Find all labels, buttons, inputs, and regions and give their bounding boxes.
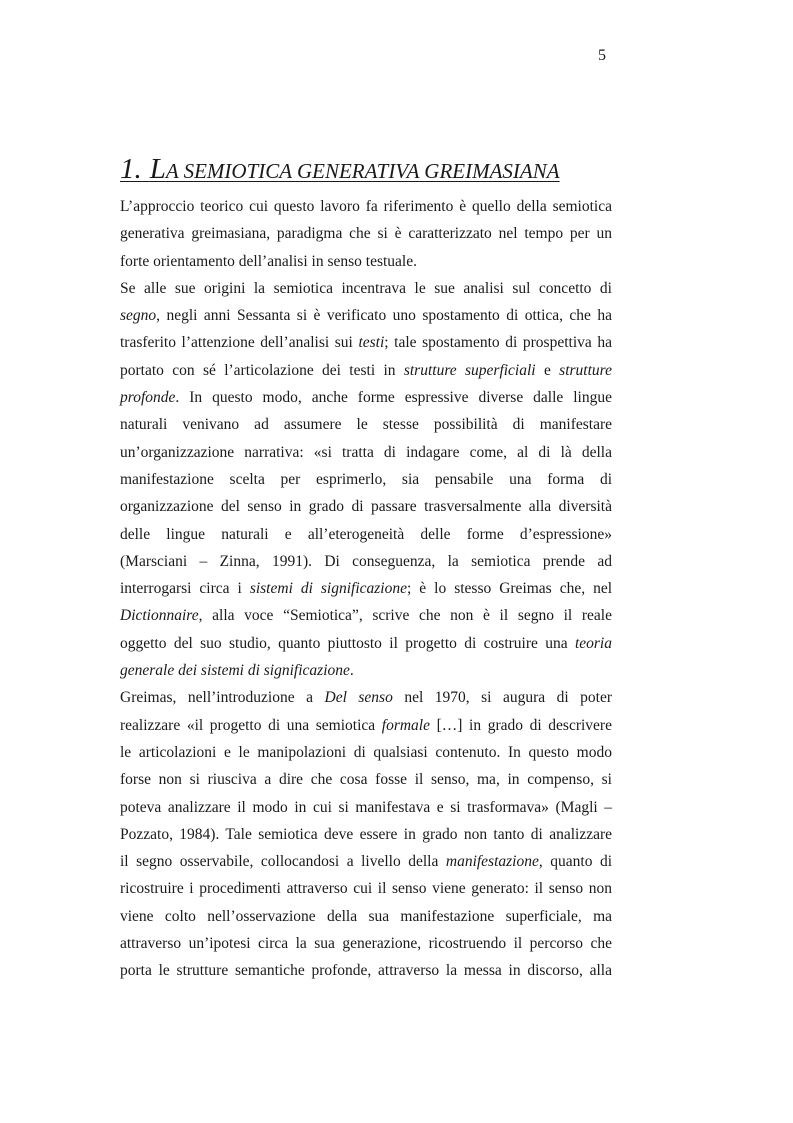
italic-text: profonde	[120, 389, 176, 407]
text-segment: delle lingue naturali e all’eterogeneità delle forme d’espressione»	[120, 525, 612, 543]
text-line	[120, 220, 612, 247]
italic-text: strutture	[559, 361, 612, 379]
text-segment: trasferito l’attenzione dell’analisi sui	[120, 334, 359, 352]
text-line	[120, 548, 612, 575]
text-segment: ricostruire i procedimenti attraverso cui il senso viene generato: il senso non	[120, 880, 612, 898]
text-line	[120, 275, 612, 302]
italic-text: sistemi di significazione	[249, 580, 407, 598]
text-line	[120, 848, 612, 875]
italic-text: manifestazione	[445, 853, 539, 871]
text-segment: . In questo modo, anche forme espressive diverse dalle lingue	[175, 389, 612, 407]
text-segment: ; tale spostamento di prospettiva ha	[384, 334, 612, 352]
text-line	[120, 794, 612, 821]
text-line	[120, 384, 612, 411]
chapter-title	[120, 150, 560, 188]
text-segment: e	[535, 361, 560, 379]
text-line	[120, 739, 612, 766]
text-line	[120, 357, 612, 384]
text-segment: realizzare «il progetto di una semiotica	[120, 716, 382, 734]
text-segment: un’organizzazione narrativa: «si tratta di indagare come, al di là della	[120, 443, 612, 461]
text-segment: […] in grado di descrivere	[429, 716, 612, 734]
text-line	[120, 957, 612, 984]
text-segment: porta le strutture semantiche profonde, attraverso la messa in discorso, alla	[120, 962, 612, 980]
text-line	[120, 411, 612, 438]
text-segment: organizzazione del senso in grado di passare trasversalmente alla diversità	[120, 498, 612, 516]
text-line	[120, 903, 612, 930]
text-segment: Se alle sue origini la semiotica incentrava le sue analisi sul concetto di	[120, 279, 612, 297]
text-segment: , alla voce “Semiotica”, scrive che non è il segno il reale	[198, 607, 612, 625]
paragraph	[120, 193, 612, 275]
text-segment: , negli anni Sessanta si è verificato uno spostamento di ottica, che ha	[156, 307, 612, 325]
text-segment: forte orientamento dell’analisi in senso testuale.	[120, 252, 417, 270]
italic-text: Del senso	[324, 689, 393, 707]
chapter-title-rest: A SEMIOTICA GENERATIVA GREIMASIANA	[165, 159, 560, 183]
text-line	[120, 193, 612, 220]
text-line	[120, 657, 612, 684]
text-line	[120, 248, 612, 275]
chapter-number: 1.	[120, 153, 142, 185]
page-number: 5	[598, 47, 606, 64]
italic-text: teoria	[574, 634, 612, 652]
paragraph	[120, 275, 612, 684]
text-line	[120, 439, 612, 466]
text-segment: viene colto nell’osservazione della sua manifestazione superficiale, ma	[120, 907, 612, 925]
text-segment: il segno osservabile, collocandosi a livello della	[120, 853, 446, 871]
body-text	[120, 193, 612, 985]
text-segment: Greimas, nell’introduzione a	[120, 689, 325, 707]
text-segment: forse non si riusciva a dire che cosa fosse il senso, ma, in compenso, si	[120, 771, 612, 789]
text-segment: (Marsciani – Zinna, 1991). Di conseguenza, la semiotica prende ad	[120, 552, 612, 570]
italic-text: Dictionnaire	[120, 607, 199, 625]
text-segment: oggetto del suo studio, quanto piuttosto il progetto di costruire una	[120, 634, 575, 652]
text-segment: poteva analizzare il modo in cui si manifestava e si trasformava» (Magli –	[120, 798, 612, 816]
italic-text: strutture superficiali	[403, 361, 536, 379]
text-line	[120, 930, 612, 957]
text-segment: L’approccio teorico cui questo lavoro fa riferimento è quello della semiotica	[120, 198, 612, 215]
text-segment: generativa greimasiana, paradigma che si è caratterizzato nel tempo per un	[120, 225, 612, 243]
text-segment: naturali venivano ad assumere le stesse possibilità di manifestare	[120, 416, 612, 434]
text-line	[120, 329, 612, 356]
text-segment: portato con sé l’articolazione dei testi in	[120, 361, 404, 379]
text-line	[120, 875, 612, 902]
text-line	[120, 684, 612, 711]
text-line	[120, 630, 612, 657]
text-segment: nel 1970, si augura di poter	[392, 689, 613, 707]
paragraph	[120, 684, 612, 984]
text-segment: attraverso un’ipotesi circa la sua generazione, ricostruendo il percorso che	[120, 935, 612, 953]
italic-text: generale dei sistemi di significazione	[120, 662, 350, 680]
text-segment: le articolazioni e le manipolazioni di qualsiasi contenuto. In questo modo	[120, 743, 612, 761]
text-line	[120, 466, 612, 493]
text-segment: , quanto di	[538, 853, 613, 871]
text-line	[120, 575, 612, 602]
text-segment: interrogarsi circa i	[120, 580, 250, 598]
text-line	[120, 493, 612, 520]
text-line	[120, 602, 612, 629]
text-segment: ; è lo stesso Greimas che, nel	[407, 580, 613, 598]
italic-text: formale	[381, 716, 430, 734]
chapter-title-initial: L	[149, 153, 166, 185]
text-line	[120, 521, 612, 548]
text-line	[120, 766, 612, 793]
text-segment: Pozzato, 1984). Tale semiotica deve essere in grado non tanto di analizzare	[120, 825, 612, 843]
text-line	[120, 821, 612, 848]
text-segment: .	[349, 662, 354, 680]
text-line	[120, 302, 612, 329]
text-line	[120, 712, 612, 739]
text-segment: manifestazione scelta per esprimerlo, sia pensabile una forma di	[120, 470, 612, 488]
italic-text: segno	[120, 307, 157, 325]
italic-text: testi	[358, 334, 385, 352]
